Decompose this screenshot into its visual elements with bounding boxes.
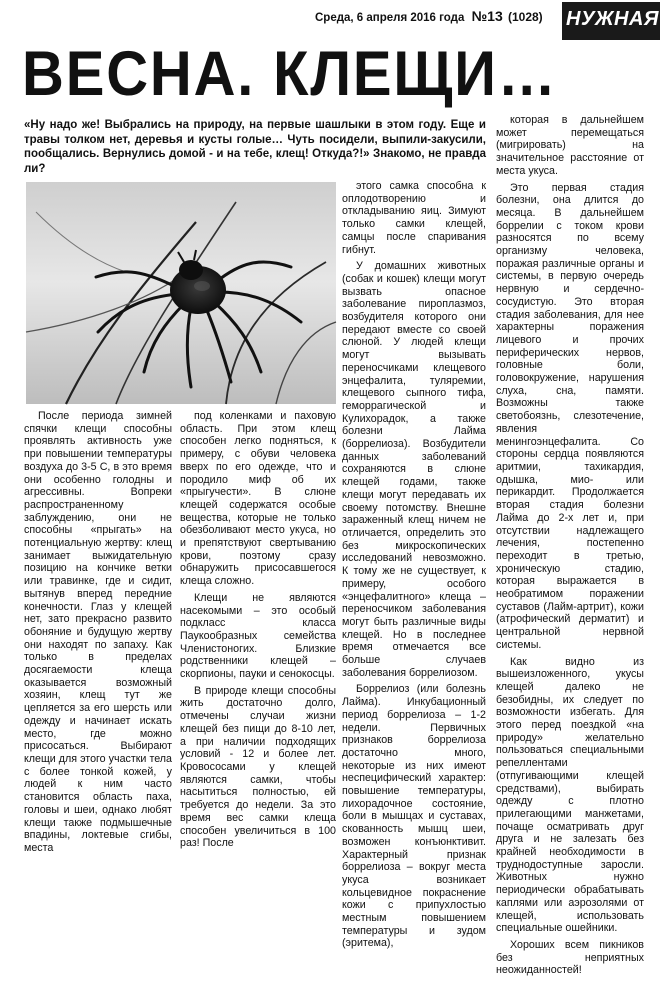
paragraph: Боррелиоз (или болезнь Лайма). Инкубационный период боррелиоза – 1-2 недели. Первичных признаков боррелиоза достаточно много, некоторые из них имеют неспецифический характер: повышение температуры, лихорадочное состояние, боли в мышцах и суставах, скованность мышц шеи, возможен конъюнктивит. Характерный признак боррелиоза – вокруг места укуса возникает кольцевидное покраснение кожи с припухлостью местным повышением температуры и зудом (эритема), (342, 683, 486, 950)
issue-info (315, 8, 543, 24)
issue-total: (1028) (507, 10, 543, 24)
paragraph: Это первая стадия болезни, она длится до месяца. В дальнейшем боррелии с током крови разносятся по всему организму человека, поражая различные органы и системы, в первую очередь нервную и сердечно-сосудистую. Это вторая стадия заболевания, для нее характерны поражения лицевого и прочих периферических нервов, головные боли, головокружение, нарушения слуха, сна, памяти. Возможны также светобоязнь, слезотечение, явления менингоэнцефалита. Со стороны сердца появляются аритмии, тахикардия, одышка, мио- или перикардит. Продолжается вторая стадия болезни Лайма до 2-х лет и, при отсутствии надлежащего лечения, постепенно переходит в третью, хроническую стадию, которая выражается в необратимом поражении суставов (Лайм-артрит), кожи (атрофический дерматит) и центральной нервной системы. (496, 181, 644, 651)
brand-logo-text: НУЖНАЯ (566, 8, 659, 30)
paragraph: под коленками и паховую область. При этом клещ способен легко подняться, к примеру, с обуви человека вверх по его одежде, что и породило миф об их «прыгучести». В слюне клещей содержатся особые вещества, которые не только обезболивают место укуса, но и препятствуют свертыванию крови, поэтому сразу обнаружить присосавшегося клеща сложно. (180, 410, 336, 588)
closing-paragraph: Хороших всем пикников без неприятных неожиданностей! (496, 939, 644, 977)
tick-photo (26, 182, 336, 404)
paragraph: которая в дальнейшем может перемещаться (мигрировать) на значительное расстояние от места укуса. (496, 114, 644, 177)
paragraph: Клещи не являются насекомыми – это особый подкласс класса Паукообразных семейства Членистоногих. Близкие родственники клещей – скорпионы, пауки и сенокосцы. (180, 591, 336, 681)
tick-illustration (26, 182, 336, 404)
issue-date: Среда, 6 апреля 2016 года (315, 12, 465, 24)
article-column-2 (180, 410, 336, 854)
headline: ВЕСНА. КЛЕЩИ… (22, 39, 558, 109)
article-column-4 (496, 114, 644, 981)
paragraph: После периода зимней спячки клещи способны проявлять активность уже при повышении температуры воздуха до 3-5 С, в это время они особенно голодны и агрессивны. Вопреки распространенному заблуждению, они не способны «прыгать» на потенциальную жертву: клещ занимает выжидательную позицию на кончике ветки или травинке, где и сидит, вытянув вперед передние конечности. Глаз у клещей нет, зато прекрасно развито обоняние и будущую жертву они находят по запаху. Как только в пределах досягаемости клеща оказывается возможный хозяин, клещ тут же цепляется за его шерсть или одежду и начинает искать место, где можно присосаться. Выбирают клещи для этого участки тела с более тонкой кожей, у людей к ним часто становится область паха, головы и шеи, однако любят клещи также подмышечные впадины, локтевые сгибы, места (24, 410, 172, 854)
paragraph: этого самка способна к оплодотворению и откладыванию яиц. Зимуют только самки клещей, самцы после спаривания гибнут. (342, 180, 486, 256)
paragraph: У домашних животных (собак и кошек) клещи могут вызвать опасное заболевание пироплазмоз, возбудителя которого они передают вместе со своей слюной. У людей клещи могут вызывать переносчиками клещевого энцефалита, туляремии, клещевого сыпного тифа, геморрагической и Кулихорадок, а также болезни Лайма (боррелиоза). Возбудители данных заболеваний сохраняются в слюне клещей годами, также клещи могут передавать их своему потомству. Внешне зараженный клещ ничем не отличается, определить это без микроскопических исследований невозможно. К тому же не существует, к примеру, особого «энцефалитного» клеща – переносчиком заболевания могут быть различные виды клещей. Но в последнее время отмечается все больше случаев заболевания боррелиозом. (342, 260, 486, 679)
paragraph: В природе клещи способны жить достаточно долго, отмечены случаи жизни клещей без пищи до 8-10 лет, а при наличии подходящих условий - 12 и более лет. Кровососами у клещей являются самки, чтобы насытиться полностью, ей требуется до недели. За это время вес самки клеща способен увеличиться в 100 раз! После (180, 684, 336, 850)
lead-paragraph: «Ну надо же! Выбрались на природу, на первые шашлыки в этом году. Еще и травы толком нет, деревья и кусты голые… Чуть посидели, выпили-закусили, пообщались. Вернулись домой - и на тебе, клещ! Откуда?!» Знакомо, не правда ли? (24, 119, 486, 175)
article-column-3 (342, 180, 486, 954)
brand-logo (562, 2, 660, 40)
paragraph: Как видно из вышеизложенного, укусы клещей далеко не безобидны, их следует по возможности избегать. Для этого перед поездкой «на природу» желательно пользоваться специальными репеллентами (отпугивающими клещей средствами), выбирать одежду с плотно прилегающими манжетами, почаще осматривать друг друга и не залезать без крайней необходимости в труднодоступные заросли. Животных нужно периодически обрабатывать каплями или аэрозолями от клещей, использовать специальные ошейники. (496, 655, 644, 935)
article-column-1 (24, 410, 172, 859)
issue-number: №13 (471, 8, 503, 24)
